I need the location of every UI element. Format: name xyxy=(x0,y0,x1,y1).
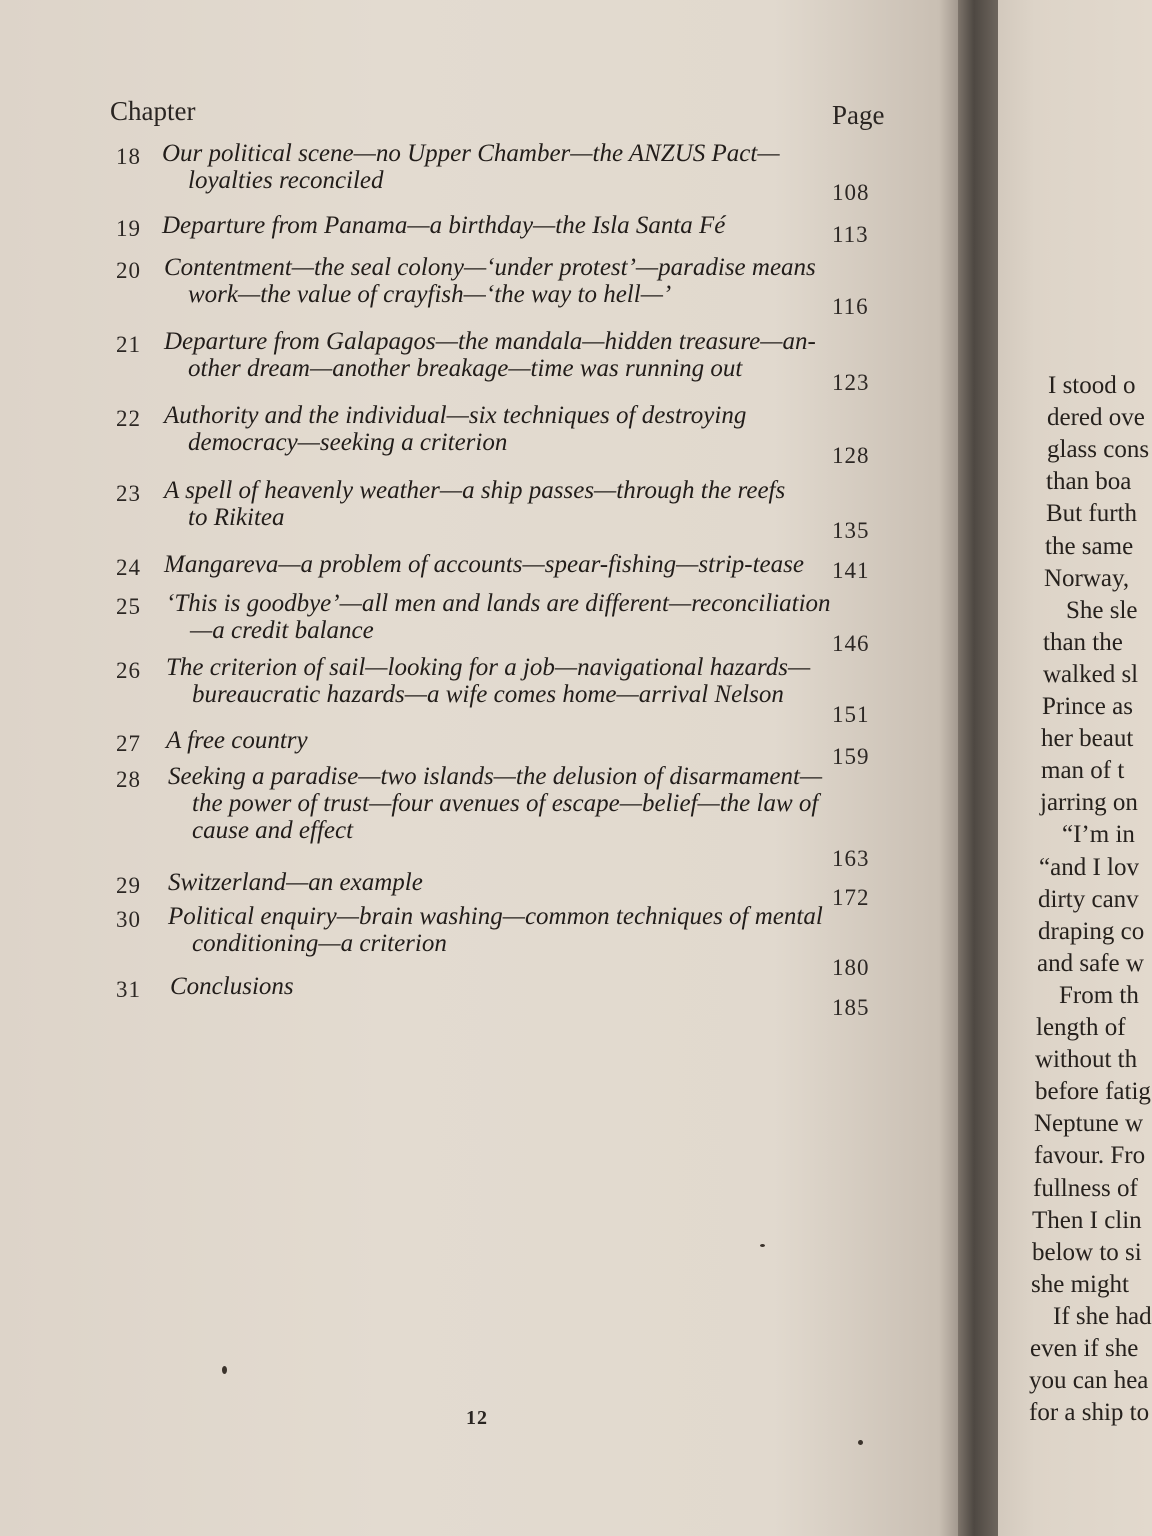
paper-speck xyxy=(760,1244,765,1247)
book-gutter xyxy=(958,0,998,1536)
right-page-line: “I’m in xyxy=(1062,821,1135,848)
page-column-header: Page xyxy=(832,100,885,130)
chapter-title-line: Seeking a paradise—two islands—the delusion of disarmament— xyxy=(168,763,823,790)
right-page-line: From th xyxy=(1059,982,1139,1009)
right-page-line: fullness of xyxy=(1033,1175,1138,1202)
right-page-line: she might xyxy=(1031,1271,1129,1298)
chapter-page-number: 163 xyxy=(832,846,870,871)
chapter-title-line: Our political scene—no Upper Chamber—the ANZUS Pact— xyxy=(162,140,780,167)
chapter-column-header: Chapter xyxy=(110,96,196,126)
chapter-title-line: Mangareva—a problem of accounts—spear-fishing—strip-tease xyxy=(164,551,804,578)
chapter-title-line: Authority and the individual—six techniques of destroying xyxy=(164,402,747,429)
chapter-number: 26 xyxy=(116,658,141,683)
chapter-page-number: 151 xyxy=(832,702,870,727)
chapter-number: 28 xyxy=(116,767,141,792)
chapter-title-line: the power of trust—four avenues of escape—belief—the law of xyxy=(192,790,819,817)
chapter-title-line: —a credit balance xyxy=(190,617,374,644)
right-page-line: than boa xyxy=(1046,468,1132,495)
right-page-line: and safe w xyxy=(1037,950,1144,977)
chapter-title-line: Conclusions xyxy=(170,973,294,1000)
right-page-line: Then I clin xyxy=(1032,1207,1142,1234)
right-page-line: length of xyxy=(1036,1014,1126,1041)
chapter-title-line: Departure from Panama—a birthday—the Isla Santa Fé xyxy=(162,212,726,239)
chapter-title-line: Switzerland—an example xyxy=(168,869,423,896)
right-page-line: jarring on xyxy=(1040,789,1138,816)
chapter-page-number: 159 xyxy=(832,744,870,769)
chapter-number: 30 xyxy=(116,907,141,932)
chapter-title-line: to Rikitea xyxy=(188,504,285,531)
chapter-page-number: 128 xyxy=(832,443,870,468)
chapter-page-number: 116 xyxy=(832,294,869,319)
paper-speck xyxy=(222,1366,227,1374)
right-page-line: below to si xyxy=(1032,1239,1142,1266)
right-page-line: her beaut xyxy=(1041,725,1134,752)
chapter-number: 24 xyxy=(116,555,141,580)
chapter-number: 27 xyxy=(116,731,141,756)
chapter-number: 25 xyxy=(116,594,141,619)
chapter-title-line: Departure from Galapagos—the mandala—hidden treasure—an- xyxy=(164,328,816,355)
chapter-page-number: 185 xyxy=(832,995,870,1020)
right-page-line: you can hea xyxy=(1029,1367,1149,1394)
chapter-number: 31 xyxy=(116,977,141,1002)
right-page-line: draping co xyxy=(1038,918,1145,945)
right-page-line: Norway, xyxy=(1044,565,1130,592)
chapter-title-line: democracy—seeking a criterion xyxy=(188,429,508,456)
chapter-title-line: The criterion of sail—looking for a job—navigational hazards— xyxy=(166,654,811,681)
right-page-line: for a ship to xyxy=(1029,1399,1150,1426)
right-page-line: She sle xyxy=(1066,597,1138,624)
right-page-line: even if she xyxy=(1030,1335,1139,1362)
right-page-line: dirty canv xyxy=(1038,886,1139,913)
chapter-title-line: conditioning—a criterion xyxy=(192,930,447,957)
right-page-line: I stood o xyxy=(1048,372,1136,399)
chapter-number: 19 xyxy=(116,216,141,241)
paper-speck xyxy=(858,1440,863,1445)
right-page-line: man of t xyxy=(1041,757,1125,784)
chapter-number: 20 xyxy=(116,258,141,283)
chapter-title-line: work—the value of crayfish—‘the way to hell—’ xyxy=(188,281,672,308)
right-page-line: the same xyxy=(1045,533,1134,560)
chapter-title-line: ‘This is goodbye’—all men and lands are different—reconciliation xyxy=(166,590,831,617)
right-page-line: glass cons xyxy=(1047,436,1150,463)
right-page-line: “and I lov xyxy=(1039,854,1139,881)
page-number: 12 xyxy=(466,1407,488,1429)
right-page-line: Prince as xyxy=(1042,693,1133,720)
chapter-number: 29 xyxy=(116,873,141,898)
chapter-page-number: 113 xyxy=(832,222,869,247)
chapter-title-line: loyalties reconciled xyxy=(188,167,384,194)
chapter-number: 22 xyxy=(116,406,141,431)
chapter-title-line: other dream—another breakage—time was running out xyxy=(188,355,743,382)
chapter-page-number: 172 xyxy=(832,885,870,910)
chapter-number: 23 xyxy=(116,481,141,506)
right-page-line: than the xyxy=(1043,629,1123,656)
chapter-page-number: 135 xyxy=(832,518,870,543)
chapter-page-number: 141 xyxy=(832,558,870,583)
chapter-title-line: bureaucratic hazards—a wife comes home—arrival Nelson xyxy=(192,681,784,708)
chapter-page-number: 146 xyxy=(832,631,870,656)
chapter-number: 18 xyxy=(116,144,141,169)
right-page-line: before fatig xyxy=(1035,1078,1151,1105)
right-page-line: without th xyxy=(1035,1046,1138,1073)
chapter-page-number: 123 xyxy=(832,370,870,395)
chapter-page-number: 180 xyxy=(832,955,870,980)
right-page-line: But furth xyxy=(1046,500,1137,527)
right-page-line: If she had xyxy=(1053,1303,1152,1330)
chapter-title-line: A free country xyxy=(166,727,308,754)
right-page-line: walked sl xyxy=(1043,661,1139,688)
chapter-title-line: Political enquiry—brain washing—common techniques of mental xyxy=(168,903,823,930)
right-page-line: favour. Fro xyxy=(1034,1142,1146,1169)
right-page-line: Neptune w xyxy=(1034,1110,1143,1137)
chapter-page-number: 108 xyxy=(832,180,870,205)
chapter-title-line: A spell of heavenly weather—a ship passes—through the reefs xyxy=(164,477,786,504)
chapter-title-line: Contentment—the seal colony—‘under protest’—paradise means xyxy=(164,254,816,281)
right-page-line: dered ove xyxy=(1047,404,1145,431)
chapter-title-line: cause and effect xyxy=(192,817,354,844)
chapter-number: 21 xyxy=(116,332,141,357)
